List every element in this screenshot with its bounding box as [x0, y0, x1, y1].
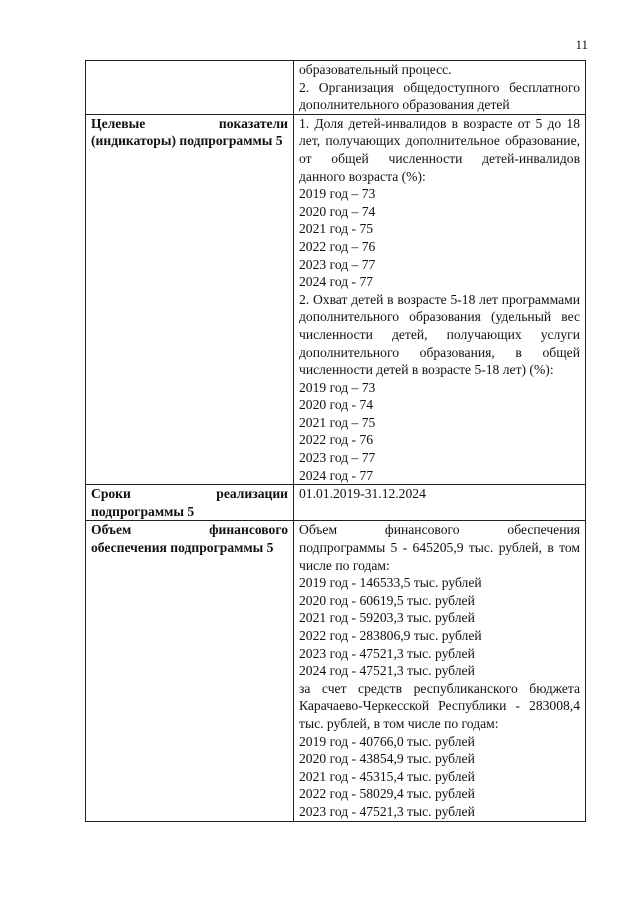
- row-content: [294, 114, 586, 484]
- content-line: Объем финансового обеспечения подпрограммы 5 - 645205,9 тыс. рублей, в том числе по годам:: [299, 522, 580, 573]
- content-line: 2024 год - 77: [299, 467, 374, 483]
- row-label: [86, 61, 294, 115]
- content-line: 2022 год - 76: [299, 432, 374, 448]
- row-label: Целевые показатели (индикаторы) подпрограммы 5: [86, 114, 294, 484]
- content-line: 01.01.2019-31.12.2024: [299, 486, 426, 502]
- content-line: 2. Организация общедоступного бесплатного дополнительного образования детей: [299, 79, 580, 113]
- content-line: 2020 год – 74: [299, 203, 376, 219]
- content-line: 2. Охват детей в возрасте 5-18 лет программами дополнительного образования (удельный вес численности детей, получающих услуги дополнительного образования, в общей численности детей в возрасте 5-18 лет) (%):: [299, 291, 580, 378]
- content-line: 2021 год - 59203,3 тыс. рублей: [299, 610, 475, 626]
- content-line: 2020 год - 60619,5 тыс. рублей: [299, 592, 475, 608]
- table-row-funding: [86, 521, 586, 821]
- content-line: 2021 год - 75: [299, 221, 374, 237]
- content-line: 2023 год - 47521,3 тыс. рублей: [299, 803, 475, 819]
- content-line: образовательный процесс.: [299, 62, 452, 77]
- content-line: 2020 год - 74: [299, 397, 374, 413]
- content-line: 2022 год - 283806,9 тыс. рублей: [299, 628, 482, 643]
- content-line: 2019 год - 146533,5 тыс. рублей: [299, 575, 482, 591]
- content-line: 2019 год – 73: [299, 186, 376, 202]
- row-content: [294, 521, 586, 821]
- row-label: Сроки реализации подпрограммы 5: [86, 485, 294, 521]
- content-line: 2022 год – 76: [299, 238, 376, 254]
- content-line: 2023 год - 47521,3 тыс. рублей: [299, 645, 475, 661]
- content-line: 2019 год - 40766,0 тыс. рублей: [299, 733, 475, 749]
- content-line: за счет средств республиканского бюджета Карачаево-Черкесской Республики - 283008,4 тыс. рублей, в том числе по годам:: [299, 680, 580, 731]
- content-line: 2019 год – 73: [299, 379, 376, 395]
- page-number: 11: [575, 37, 588, 52]
- content-line: 2024 год - 47521,3 тыс. рублей: [299, 663, 475, 679]
- content-line: 2024 год - 77: [299, 274, 374, 290]
- table-row-target-indicators: [86, 114, 586, 484]
- row-content: [294, 61, 586, 115]
- content-line: 2022 год - 58029,4 тыс. рублей: [299, 786, 475, 802]
- subprogram-passport-table: [85, 60, 586, 822]
- content-line: 2021 год - 45315,4 тыс. рублей: [299, 768, 475, 784]
- content-line: 2021 год – 75: [299, 414, 376, 430]
- content-line: 2020 год - 43854,9 тыс. рублей: [299, 751, 475, 767]
- content-line: 2023 год – 77: [299, 256, 376, 272]
- content-line: 1. Доля детей-инвалидов в возрасте от 5 до 18 лет, получающих дополнительное образование, от общей численности детей-инвалидов данного возраста (%):: [299, 115, 580, 184]
- content-line: 2023 год – 77: [299, 450, 376, 466]
- row-content: [294, 485, 586, 521]
- row-label: Объем финансового обеспечения подпрограммы 5: [86, 521, 294, 821]
- table-row-continuation: [86, 61, 586, 115]
- table-row-implementation-period: [86, 485, 586, 521]
